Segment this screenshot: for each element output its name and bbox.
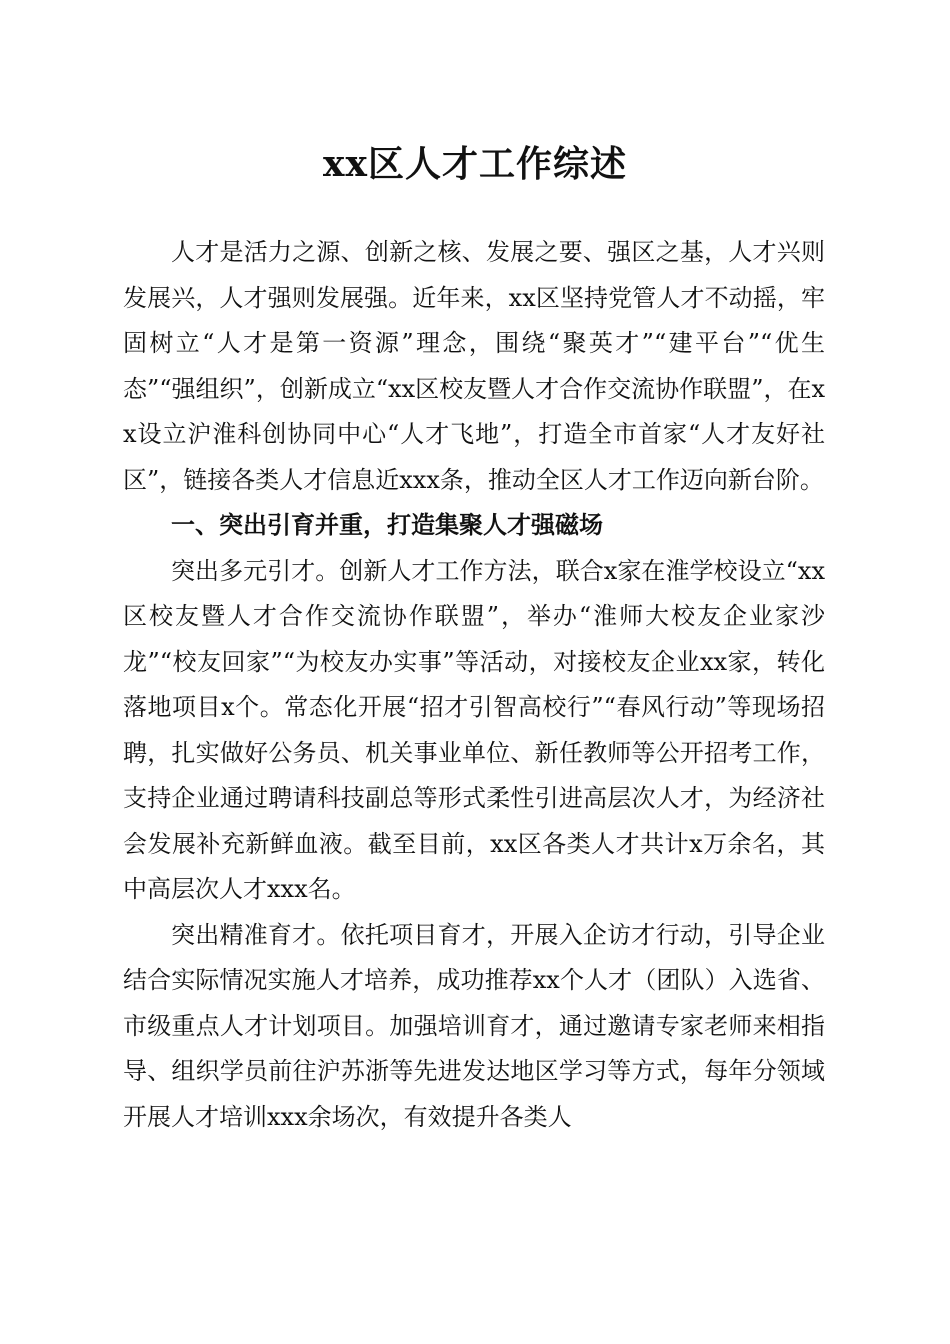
document-title: xx区人才工作综述 bbox=[323, 143, 627, 185]
document-body bbox=[123, 230, 825, 1140]
talent-cultivation-paragraph: 突出精准育才。依托项目育才，开展入企访才行动，引导企业结合实际情况实施人才培养，成功推荐xx个人才（团队）入选省、市级重点人才计划项目。加强培训育才，通过邀请专家老师来相指导、组织学员前往沪苏浙等先进发达地区学习等方式，每年分领域开展人才培训xxx余场次，有效提升各类人 bbox=[123, 920, 825, 1131]
talent-attraction-paragraph: 突出多元引才。创新人才工作方法，联合x家在淮学校设立“xx区校友暨人才合作交流协作联盟”，举办“淮师大校友企业家沙龙”“校友回家”“为校友办实事”等活动，对接校友企业xx家，转化落地项目x个。常态化开展“招才引智高校行”“春风行动”等现场招聘，扎实做好公务员、机关事业单位、新任教师等公开招考工作，支持企业通过聘请科技副总等形式柔性引进高层次人才，为经济社会发展补充新鲜血液。截至目前，xx区各类人才共计x万余名，其中高层次人才xxx名。 bbox=[123, 556, 825, 903]
section-heading: 一、突出引育并重，打造集聚人才强磁场 bbox=[171, 511, 603, 539]
intro-paragraph: 人才是活力之源、创新之核、发展之要、强区之基，人才兴则发展兴，人才强则发展强。近年来，xx区坚持党管人才不动摇，牢固树立“人才是第一资源”理念，围绕“聚英才”“建平台”“优生态”“强组织”，创新成立“xx区校友暨人才合作交流协作联盟”，在xx设立沪淮科创协同中心“人才飞地”，打造全市首家“人才友好社区”，链接各类人才信息近xxx条，推动全区人才工作迈向新台阶。 bbox=[123, 238, 825, 494]
